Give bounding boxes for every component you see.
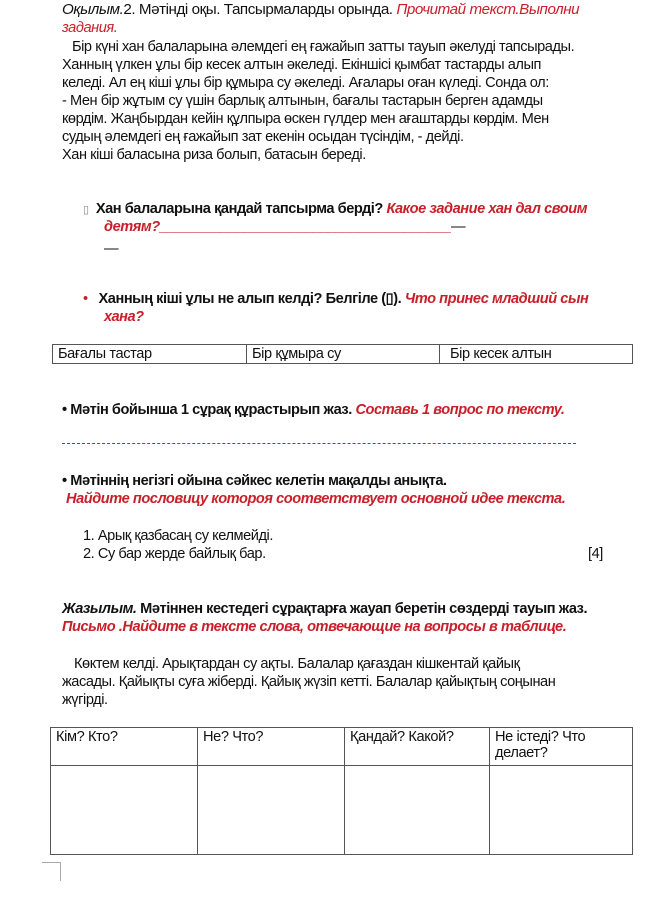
answer-cell[interactable] [490, 766, 633, 855]
q1-answer-line[interactable] [104, 218, 465, 236]
title-italic: Оқылым. [62, 1, 124, 18]
bullet-icon: • [83, 291, 88, 307]
title-ru: Прочитай текст.Выполни [396, 1, 580, 18]
q4-kz: • Мәтіннің негізгі ойына сәйкес келетін мақалды анықта. [62, 473, 447, 489]
proverb-option[interactable]: 2. Су бар жерде байлық бар. [83, 546, 266, 562]
q2-kz: Ханның кіші ұлы не алып келді? Белгіле (▯). [98, 291, 402, 307]
title-ru-2: задания. [62, 20, 118, 36]
option-cell[interactable]: Бір кесек алтын [440, 345, 633, 364]
q4-ru: Найдите пословицу котороя соответствует основной идее текста. [66, 491, 566, 507]
text-line: - Мен бір жұтым су үшін барлық алтынын, бағалы тастарын берген адамды [62, 93, 543, 109]
question-1 [83, 200, 587, 219]
dash: — [104, 241, 119, 257]
q2-ru: Что принес младший сын [404, 291, 589, 307]
writing-title [62, 600, 587, 618]
header-cell: Не? Что? [198, 728, 345, 766]
text-line: судың әлемдегі ең ғажайып зат екенін осыдан түсіндім, - дейді. [62, 129, 464, 145]
text-line: келеді. Ал ең кіші ұлы бір құмыра су әкеледі. Ағалары оған күледі. Сонда ол: [62, 75, 549, 91]
answer-cell[interactable] [345, 766, 490, 855]
text-line: Хан кіші баласына риза болып, батасын береді. [62, 147, 366, 163]
answer-cell[interactable] [198, 766, 345, 855]
question-3 [62, 401, 564, 419]
option-cell[interactable]: Бір құмыра су [247, 345, 440, 364]
text-line: жасады. Қайықты суға жіберді. Қайық жүзіп кетті. Балалар қайықтың соңынан [62, 674, 556, 690]
bullet-icon: ▯ [83, 204, 89, 216]
header-cell: Қандай? Какой? [345, 728, 490, 766]
writing-title-italic: Жазылым. [62, 601, 137, 617]
page-corner-mark [42, 862, 61, 881]
text-line: Көктем келді. Арықтардан су ақты. Балалар қағаздан кішкентай қайық [74, 656, 520, 672]
writing-title-rest: Мәтіннен кестедегі сұрақтарға жауап беретін сөздерді тауып жаз. [136, 601, 588, 617]
option-cell[interactable]: Бағалы тастар [53, 345, 247, 364]
text-line: Бір күні хан балаларына әлемдегі ең ғажайып затты тауып әкелуді тапсырады. [72, 39, 575, 55]
answer-table [50, 727, 633, 855]
proverb-option[interactable]: 1. Арық қазбасаң су келмейді. [83, 528, 273, 544]
question-2 [83, 290, 588, 308]
text-line: көрдім. Жаңбырдан кейін құлпыра өскен гүлдер мен ағаштарды көрдім. Мен [62, 111, 549, 127]
answer-cell[interactable] [51, 766, 198, 855]
q1-kz: Хан балаларына қандай тапсырма берді? [95, 201, 383, 217]
q3-kz: • Мәтін бойынша 1 сұрақ құрастырып жаз. [62, 402, 352, 418]
dash: — [451, 219, 466, 235]
text-line: жүгірді. [62, 692, 108, 708]
answer-line[interactable] [62, 443, 576, 444]
header-cell: Не істеді? Что делает? [490, 728, 633, 766]
q3-ru: Составь 1 вопрос по тексту. [355, 402, 565, 418]
q1-ru: Какое задание хан дал своим [386, 201, 588, 217]
q2-ru-2: хана? [104, 309, 144, 325]
header-cell: Кім? Кто? [51, 728, 198, 766]
writing-ru: Письмо .Найдите в тексте слова, отвечающие на вопросы в таблице. [62, 619, 567, 635]
options-table [52, 344, 633, 364]
answer-blank[interactable]: ______________________________________ [159, 219, 452, 235]
q1-ru-2: детям? [104, 219, 160, 235]
score: [4] [588, 546, 603, 562]
text-line: Ханның үлкен ұлы бір кесек алтын әкеледі. Екіншісі қымбат тастарды алып [62, 57, 541, 73]
reading-title [62, 1, 579, 19]
title-rest: 2. Мәтінді оқы. Тапсырмаларды орында. [123, 1, 393, 18]
